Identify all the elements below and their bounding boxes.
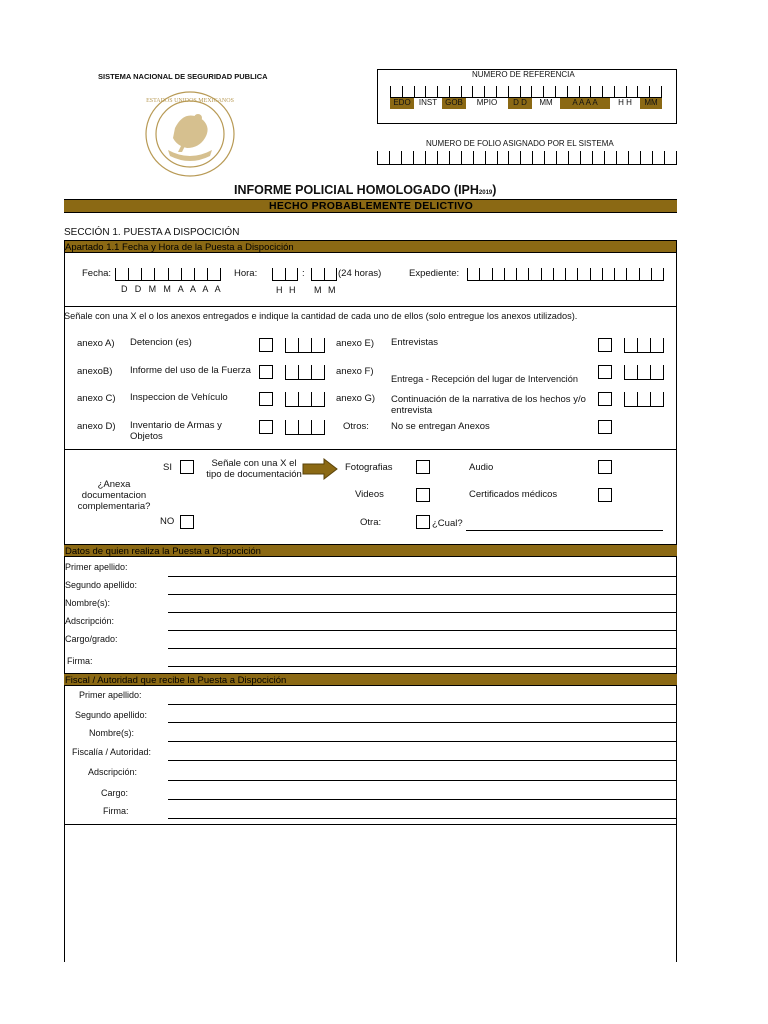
recibe-field-label: Adscripción:: [88, 767, 138, 777]
hora-mm-field[interactable]: [311, 268, 337, 281]
realiza-primer-apellido-input[interactable]: [168, 576, 676, 577]
recibe-primer-apellido-input[interactable]: [168, 704, 676, 705]
anexo-b-desc: Informe del uso de la Fuerza: [130, 365, 251, 376]
hora-hh-field[interactable]: [272, 268, 298, 281]
anexo-e-checkbox[interactable]: [598, 338, 612, 352]
realiza-nombres-input[interactable]: [168, 612, 676, 613]
anexo-f-checkbox[interactable]: [598, 365, 612, 379]
folio-number-field[interactable]: [377, 151, 677, 165]
ref-cell-mpio[interactable]: MPIO: [476, 98, 498, 107]
anexo-f-code: anexo F): [336, 366, 374, 377]
anexo-d-desc: Inventario de Armas y Objetos: [130, 420, 222, 442]
ref-cell-edo[interactable]: EDO: [390, 97, 414, 109]
recibe-cargo-input[interactable]: [168, 799, 676, 800]
otros-checkbox[interactable]: [598, 420, 612, 434]
anexo-f-desc: Entrega - Recepción del lugar de Intervención: [391, 374, 578, 384]
anexo-b-checkbox[interactable]: [259, 365, 273, 379]
ref-cell-inst[interactable]: INST: [418, 98, 438, 107]
realiza-field-label: Firma:: [67, 656, 93, 666]
otros-code: Otros:: [343, 421, 369, 432]
recibe-adscripcion-input[interactable]: [168, 780, 676, 781]
hora-separator: :: [302, 268, 305, 279]
videos-label: Videos: [355, 489, 384, 500]
anexo-g-code: anexo G): [336, 393, 376, 404]
recibe-field-label: Fiscalía / Autoridad:: [72, 747, 152, 757]
ref-cell-dd[interactable]: D D: [508, 97, 532, 109]
si-checkbox[interactable]: [180, 460, 194, 474]
expediente-field[interactable]: [467, 268, 664, 281]
realiza-field-label: Nombre(s):: [65, 598, 111, 608]
recibe-firma-input[interactable]: [168, 818, 676, 819]
audio-label: Audio: [469, 462, 494, 473]
anexo-c-checkbox[interactable]: [259, 392, 273, 406]
anexo-a-qty[interactable]: [285, 338, 325, 353]
anexo-a-code: anexo A): [77, 338, 115, 349]
complementaria-question: ¿Anexa documentacion complementaria?: [77, 479, 151, 512]
realiza-field-label: Primer apellido:: [65, 562, 128, 572]
arrow-instruction: Señale con una X el tipo de documentación: [206, 458, 302, 480]
recibe-field-label: Cargo:: [101, 788, 129, 798]
realiza-header: Datos de quien realiza la Puesta a Dispocición: [64, 544, 677, 557]
anexo-c-desc: Inspeccion de Vehículo: [130, 392, 228, 403]
divider: [64, 824, 677, 825]
audio-checkbox[interactable]: [598, 460, 612, 474]
anexo-d-qty[interactable]: [285, 420, 325, 435]
realiza-field-label: Segundo apellido:: [65, 580, 138, 590]
anexo-g-qty[interactable]: [624, 392, 664, 407]
anexo-d-code: anexo D): [77, 421, 116, 432]
apartado-header: Apartado 1.1 Fecha y Hora de la Puesta a Dispocición: [64, 240, 677, 253]
hora-hint-m: M M: [314, 285, 338, 295]
realiza-segundo-apellido-input[interactable]: [168, 594, 676, 595]
recibe-field-label: Segundo apellido:: [75, 710, 148, 720]
anexo-a-desc: Detencion (es): [130, 337, 192, 348]
ref-cell-aaaa[interactable]: A A A A: [560, 97, 610, 109]
otros-desc: No se entregan Anexos: [391, 421, 490, 432]
anexo-g-checkbox[interactable]: [598, 392, 612, 406]
form-subtitle: HECHO PROBABLEMENTE DELICTIVO: [64, 199, 677, 213]
recibe-segundo-apellido-input[interactable]: [168, 722, 676, 723]
mexican-seal-icon: [140, 88, 240, 180]
realiza-field-label: Cargo/grado:: [65, 634, 118, 644]
reference-title: NUMERO DE REFERENCIA: [472, 70, 575, 79]
expediente-label: Expediente:: [409, 268, 460, 279]
folio-title: NUMERO DE FOLIO ASIGNADO POR EL SISTEMA: [426, 139, 614, 148]
ref-cell-mm[interactable]: MM: [539, 98, 553, 107]
form-title: INFORME POLICIAL HOMOLOGADO (IPH2019): [234, 183, 497, 197]
svg-text:ESTADOS UNIDOS MEXICANOS: ESTADOS UNIDOS MEXICANOS: [146, 98, 234, 104]
form-border-right: [676, 240, 677, 962]
otra-label: Otra:: [360, 517, 382, 528]
realiza-field-label: Adscripción:: [65, 616, 115, 626]
otra-checkbox[interactable]: [416, 515, 430, 529]
arrow-right-icon: [302, 458, 338, 480]
fotografias-label: Fotografias: [345, 462, 393, 473]
anexo-e-code: anexo E): [336, 338, 375, 349]
realiza-firma-input[interactable]: [168, 666, 676, 667]
hora-format: (24 horas): [338, 268, 382, 279]
si-label: SI: [163, 462, 172, 473]
recibe-nombres-input[interactable]: [168, 741, 676, 742]
ref-cell-hh[interactable]: H H: [618, 98, 632, 107]
no-label: NO: [160, 516, 175, 527]
fecha-field[interactable]: [115, 268, 221, 281]
recibe-header: Fiscal / Autoridad que recibe la Puesta a Dispocición: [64, 673, 677, 686]
anexos-instruction: Señale con una X el o los anexos entregados e indique la cantidad de cada uno de ellos (solo entregue los anexos utilizados).: [64, 311, 578, 321]
hora-hint-h: H H: [276, 285, 298, 295]
divider: [64, 449, 677, 450]
ref-cell-gob[interactable]: GOB: [442, 97, 466, 109]
reference-number-ticks[interactable]: [390, 86, 662, 98]
anexo-a-checkbox[interactable]: [259, 338, 273, 352]
anexo-e-qty[interactable]: [624, 338, 664, 353]
certificados-checkbox[interactable]: [598, 488, 612, 502]
fecha-label: Fecha:: [82, 268, 112, 279]
anexo-d-checkbox[interactable]: [259, 420, 273, 434]
ref-cell-min[interactable]: MM: [640, 97, 662, 109]
anexo-g-desc: Continuación de la narrativa de los hechos y/o entrevista: [391, 394, 586, 416]
anexo-f-qty[interactable]: [624, 365, 664, 380]
recibe-field-label: Nombre(s):: [89, 728, 135, 738]
cual-label: ¿Cual?: [432, 518, 463, 529]
anexo-c-qty[interactable]: [285, 392, 325, 407]
no-checkbox[interactable]: [180, 515, 194, 529]
fecha-hint: D D M M A A A A: [121, 284, 224, 294]
agency-name: SISTEMA NACIONAL DE SEGURIDAD PUBLICA: [98, 72, 268, 81]
realiza-adscripcion-input[interactable]: [168, 630, 676, 631]
recibe-field-label: Firma:: [103, 806, 129, 816]
anexo-b-qty[interactable]: [285, 365, 325, 380]
recibe-fiscalia-input[interactable]: [168, 760, 676, 761]
divider: [64, 306, 677, 307]
anexo-b-code: anexoB): [77, 366, 113, 377]
anexo-e-desc: Entrevistas: [391, 337, 438, 348]
videos-checkbox[interactable]: [416, 488, 430, 502]
certificados-label: Certificados médicos: [469, 489, 558, 500]
cual-input[interactable]: [466, 530, 663, 531]
realiza-cargo-input[interactable]: [168, 648, 676, 649]
section-title: SECCIÓN 1. PUESTA A DISPOCICIÓN: [64, 227, 240, 238]
fotografias-checkbox[interactable]: [416, 460, 430, 474]
hora-label: Hora:: [234, 268, 258, 279]
anexo-c-code: anexo C): [77, 393, 116, 404]
recibe-field-label: Primer apellido:: [79, 690, 142, 700]
